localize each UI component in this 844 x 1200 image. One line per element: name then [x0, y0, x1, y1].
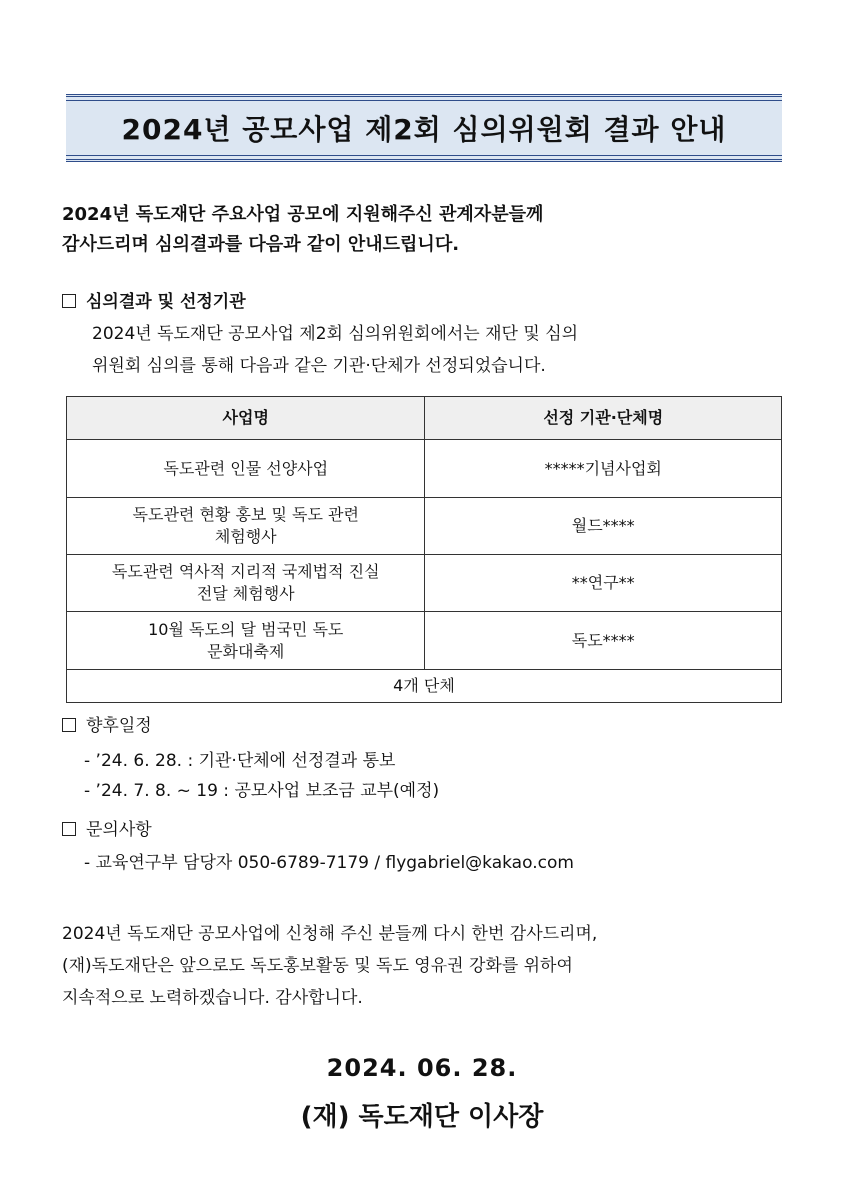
- project-line-1: 10월 독도의 달 범국민 독도: [148, 619, 344, 639]
- project-line-1: 독도관련 인물 선양사업: [163, 458, 329, 478]
- page-title: 2024년 공모사업 제2회 심의위원회 결과 안내: [121, 113, 727, 146]
- intro-text: [62, 200, 543, 260]
- table-row: [67, 555, 782, 612]
- org-cell: 월드****: [425, 498, 782, 555]
- paragraph-line-2: 위원회 심의를 통해 다음과 같은 기관·단체가 선정되었습니다.: [92, 356, 546, 376]
- section-heading-label: 향후일정: [86, 716, 152, 736]
- table-row: [67, 612, 782, 670]
- section-heading-label: 문의사항: [86, 820, 152, 840]
- org-cell: *****기념사업회: [425, 440, 782, 498]
- closing-line-2: (재)독도재단은 앞으로도 독도홍보활동 및 독도 영유권 강화를 위하여: [62, 956, 573, 976]
- section-heading-schedule: [62, 712, 152, 740]
- project-line-2: 문화대축제: [207, 641, 285, 661]
- table-row: [67, 440, 782, 498]
- total-cell: 4개 단체: [67, 670, 782, 703]
- document-date: 2024. 06. 28.: [326, 1054, 518, 1082]
- list-item: - ’24. 7. 8. ~ 19 : 공모사업 보조금 교부(예정): [84, 781, 440, 801]
- checkbox-square-icon: [62, 718, 76, 732]
- inquiry-list: [84, 848, 574, 878]
- closing-paragraph: [62, 918, 782, 1014]
- project-line-2: 체험행사: [214, 527, 277, 546]
- table-total-row: [67, 670, 782, 703]
- schedule-list: [84, 746, 439, 806]
- section-heading-label: 심의결과 및 선정기관: [86, 292, 246, 312]
- project-line-1: 독도관련 역사적 지리적 국제법적 진실: [111, 562, 380, 581]
- project-cell: [67, 612, 425, 670]
- project-line-2: 전달 체험행사: [196, 584, 295, 603]
- title-banner: [66, 94, 782, 162]
- checkbox-square-icon: [62, 294, 76, 308]
- table-row: [67, 498, 782, 555]
- section1-paragraph: [92, 318, 782, 382]
- header-project: 사업명: [67, 397, 425, 440]
- section-heading-results: [62, 288, 246, 316]
- project-line-1: 독도관련 현황 홍보 및 독도 관련: [132, 505, 359, 524]
- checkbox-square-icon: [62, 822, 76, 836]
- org-cell: **연구**: [425, 555, 782, 612]
- list-item: - 교육연구부 담당자 050-6789-7179 / flygabriel@kakao.com: [84, 853, 574, 873]
- header-organization: 선정 기관·단체명: [425, 397, 782, 440]
- org-cell: 독도****: [425, 612, 782, 670]
- project-cell: [67, 440, 425, 498]
- selection-table: [66, 396, 782, 703]
- project-cell: [67, 555, 425, 612]
- closing-line-1: 2024년 독도재단 공모사업에 신청해 주신 분들께 다시 한번 감사드리며,: [62, 924, 598, 944]
- closing-line-3: 지속적으로 노력하겠습니다. 감사합니다.: [62, 988, 363, 1008]
- intro-line-2: 감사드리며 심의결과를 다음과 같이 안내드립니다.: [62, 234, 460, 255]
- paragraph-line-1: 2024년 독도재단 공모사업 제2회 심의위원회에서는 재단 및 심의: [92, 324, 579, 344]
- section-heading-inquiry: [62, 816, 152, 844]
- intro-line-1: 2024년 독도재단 주요사업 공모에 지원해주신 관계자분들께: [62, 204, 544, 225]
- signature: (재) 독도재단 이사장: [300, 1102, 544, 1132]
- list-item: - ’24. 6. 28. : 기관·단체에 선정결과 통보: [84, 751, 396, 771]
- project-cell: [67, 498, 425, 555]
